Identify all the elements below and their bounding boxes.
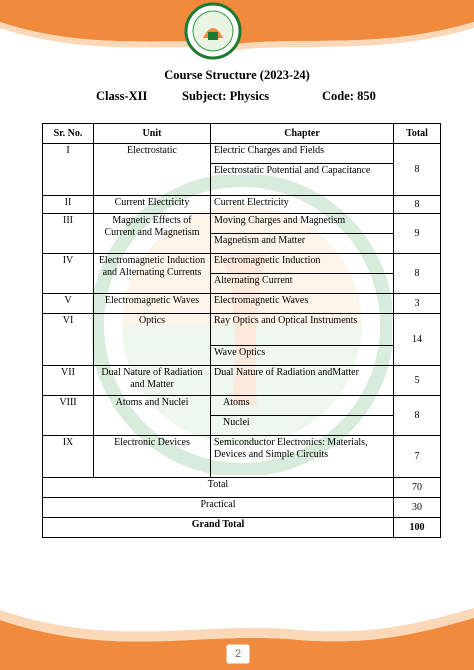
class-label: Class-XII (96, 89, 148, 103)
sr-no-cell: I (43, 144, 94, 196)
unit-cell: Electromagnetic Waves (94, 294, 211, 314)
total-cell: 8 (394, 254, 441, 294)
total-cell: 5 (394, 366, 441, 396)
total-cell: 8 (394, 396, 441, 436)
unit-cell: Electronic Devices (94, 436, 211, 478)
sr-no-cell: IX (43, 436, 94, 478)
total-cell: 8 (394, 144, 441, 196)
board-logo-seal (184, 2, 242, 60)
course-structure-table (42, 123, 441, 538)
total-cell: 7 (394, 436, 441, 478)
chapter-cell: Moving Charges and Magnetism (211, 214, 394, 234)
sr-no-cell: III (43, 214, 94, 254)
chapter-cell: Semiconductor Electronics: Materials, Devices and Simple Circuits (211, 436, 394, 478)
table-row (43, 518, 441, 538)
chapter-cell: Alternating Current (211, 274, 394, 294)
total-value: 70 (394, 478, 441, 498)
subject-label: Subject: Physics (182, 89, 270, 103)
practical-label: Practical (43, 498, 394, 518)
table-row (43, 196, 441, 214)
sr-no-cell: VII (43, 366, 94, 396)
unit-cell: Magnetic Effects of Current and Magnetism (94, 214, 211, 254)
chapter-cell: Ray Optics and Optical Instruments (211, 314, 394, 346)
total-cell: 3 (394, 294, 441, 314)
code-label: Code: 850 (322, 89, 376, 103)
total-cell: 8 (394, 196, 441, 214)
sr-no-cell: VIII (43, 396, 94, 436)
header-sr-no: Sr. No. (43, 124, 94, 144)
unit-cell: Current Electricity (94, 196, 211, 214)
chapter-cell: Magnetism and Matter (211, 234, 394, 254)
page-number: 2 (226, 644, 250, 664)
grand-total-label: Grand Total (43, 518, 394, 538)
header-chapter: Chapter (211, 124, 394, 144)
table-row (43, 144, 441, 164)
sr-no-cell: V (43, 294, 94, 314)
table-row (43, 366, 441, 396)
total-cell: 14 (394, 314, 441, 366)
course-structure-title: Course Structure (2023-24) (164, 68, 310, 82)
unit-cell: Electrostatic (94, 144, 211, 196)
table-row (43, 314, 441, 346)
unit-cell: Dual Nature of Radiation and Matter (94, 366, 211, 396)
table-row (43, 498, 441, 518)
sr-no-cell: II (43, 196, 94, 214)
sr-no-cell: IV (43, 254, 94, 294)
table-row (43, 294, 441, 314)
table-row (43, 436, 441, 478)
unit-cell: Atoms and Nuclei (94, 396, 211, 436)
table-row (43, 214, 441, 234)
table-row (43, 478, 441, 498)
chapter-cell: Electric Charges and Fields (211, 144, 394, 164)
chapter-cell: Nuclei (211, 416, 394, 436)
table-row (43, 254, 441, 274)
header-total: Total (394, 124, 441, 144)
chapter-cell: Electrostatic Potential and Capacitance (211, 164, 394, 196)
chapter-cell: Electromagnetic Induction (211, 254, 394, 274)
grand-total-value: 100 (394, 518, 441, 538)
total-cell: 9 (394, 214, 441, 254)
chapter-cell: Dual Nature of Radiation andMatter (211, 366, 394, 396)
chapter-cell: Atoms (211, 396, 394, 416)
sr-no-cell: VI (43, 314, 94, 366)
chapter-cell: Electromagnetic Waves (211, 294, 394, 314)
chapter-cell: Wave Optics (211, 346, 394, 366)
header-unit: Unit (94, 124, 211, 144)
practical-value: 30 (394, 498, 441, 518)
unit-cell: Electromagnetic Induction and Alternating Currents (94, 254, 211, 294)
unit-cell: Optics (94, 314, 211, 366)
total-label: Total (43, 478, 394, 498)
table-row (43, 396, 441, 416)
chapter-cell: Current Electricity (211, 196, 394, 214)
